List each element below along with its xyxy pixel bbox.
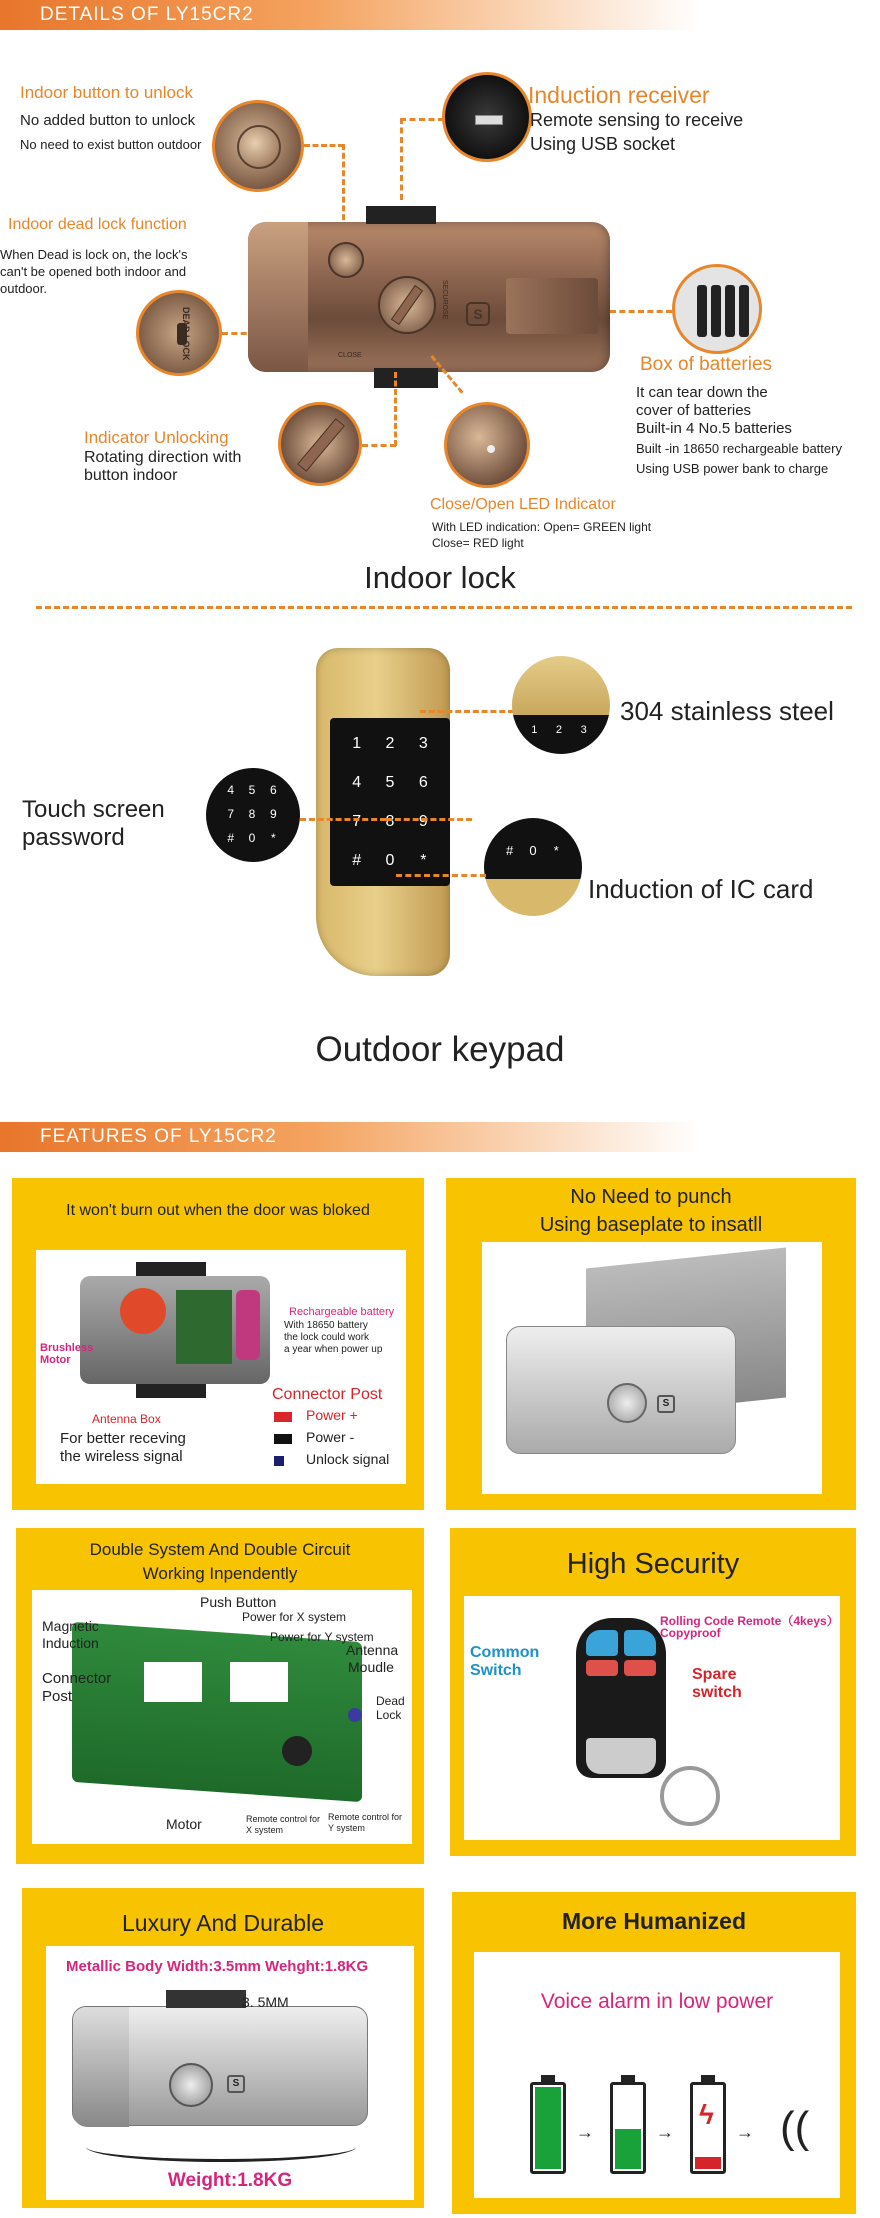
keypad-key-4[interactable]: 4 <box>352 773 362 791</box>
p5-image <box>46 1946 414 2200</box>
details-header: DETAILS OF LY15CR2 <box>0 0 700 30</box>
antenna-box-icon <box>136 1384 206 1398</box>
keypad-key-2[interactable]: 2 <box>385 734 395 752</box>
dead-lock-switch-icon <box>348 1708 362 1722</box>
buzzer-icon <box>282 1736 312 1766</box>
feature-panel-humanized <box>452 1892 856 2214</box>
p2-title-l2: Using baseplate to insatll <box>539 1214 763 1236</box>
indoor-lock-body: S CLOSE SECUROSE <box>248 222 610 372</box>
usb-port-icon <box>475 115 503 125</box>
brand-logo-icon: S <box>466 302 490 326</box>
keypad-key-6[interactable]: 6 <box>418 773 428 791</box>
indicator-line2: button indoor <box>84 467 178 484</box>
silver-lock-body <box>72 2006 368 2126</box>
keypad-key-8[interactable]: 8 <box>385 812 395 830</box>
p4-title: High Security <box>566 1548 740 1580</box>
zoom-key-hash: # <box>227 831 234 845</box>
keypad-key-9[interactable]: 9 <box>418 812 428 830</box>
keypad-key-1[interactable]: 1 <box>352 734 362 752</box>
battery-18650-icon <box>236 1290 260 1360</box>
lock-button-icon <box>328 242 364 278</box>
zoom-key-0: 0 <box>248 831 256 845</box>
batteries-title: Box of batteries <box>640 354 773 375</box>
zoom-key-4: 4 <box>227 783 234 797</box>
indicator-title: Indicator Unlocking <box>84 428 229 447</box>
zoom-key-star: * <box>553 842 559 858</box>
induction-receiver-line1: Remote sensing to receive <box>530 110 744 130</box>
lightning-icon: ϟ <box>699 2099 714 2130</box>
brushless-l1: Brushless <box>40 1342 94 1354</box>
zoom-key-star: * <box>270 831 276 845</box>
battery-half-icon <box>610 2082 646 2174</box>
battery-low-icon <box>690 2082 726 2174</box>
connector-title: Connector Post <box>272 1386 383 1403</box>
outdoor-caption: Outdoor keypad <box>315 1030 565 1069</box>
p1-title: It won't burn out when the door was bloked <box>66 1202 370 1219</box>
keypad-key-0[interactable]: 0 <box>385 851 395 869</box>
arrow-right-icon: → <box>576 2122 594 2142</box>
batteries-line5: Using USB power bank to charge <box>636 461 829 476</box>
keyring-icon <box>660 1766 720 1826</box>
lock-end-cap <box>248 222 308 372</box>
push-button-label: Push Button <box>200 1594 277 1610</box>
circuit-board-icon <box>72 1622 362 1802</box>
p5-dim: 3. 5MM <box>242 1994 289 2010</box>
circuit-board-icon <box>176 1290 232 1364</box>
led-line2: Close= RED light <box>432 536 524 550</box>
p6-voice: Voice alarm in low power <box>540 1990 774 2013</box>
induction-receiver-line2: Using USB socket <box>530 134 676 154</box>
zoom-key-0: 0 <box>529 842 537 858</box>
batteries-line4: Built -in 18650 rechargeable battery <box>636 441 842 456</box>
zoom-key-6: 6 <box>269 783 277 797</box>
round-button-icon <box>237 125 281 169</box>
indoor-button-line1: No added button to unlock <box>20 112 196 129</box>
zoom-key-1: 1 <box>531 724 538 736</box>
knob-icon <box>169 2063 213 2107</box>
indicator-zoom <box>278 402 362 486</box>
batteries-zoom <box>672 264 762 354</box>
zoom-key-3: 3 <box>580 724 587 736</box>
indoor-button-line2: No need to exist button outdoor <box>20 137 202 152</box>
keypad-key-7[interactable]: 7 <box>352 812 362 830</box>
motor-label: Motor <box>166 1816 202 1832</box>
red-key-icon[interactable] <box>624 1660 656 1676</box>
outdoor-keypad-body <box>316 648 450 976</box>
brand-logo-icon: S <box>657 1395 675 1413</box>
p6-title: More Humanized <box>561 1908 747 1934</box>
battery-full-icon <box>530 2082 566 2174</box>
keypad-key-star[interactable]: * <box>420 851 427 869</box>
weight-brace-icon <box>86 2132 356 2162</box>
ic-card-zoom <box>484 818 582 916</box>
indoor-button-title: Indoor button to unlock <box>20 83 193 102</box>
features-header: FEATURES OF LY15CR2 <box>0 1122 700 1152</box>
feature-panel-install <box>446 1178 856 1510</box>
touch-screen-line1: Touch screen <box>22 796 165 823</box>
blue-key-icon[interactable] <box>624 1630 656 1656</box>
p4-image: Common Switch Rolling Code Remote（4keys） Copyproof Spare switch <box>464 1596 840 1840</box>
p2-title-l1: No Need to punch <box>570 1186 732 1208</box>
steel-zoom <box>512 656 610 754</box>
feature-panel-security <box>450 1528 856 1856</box>
ic-card-label: Induction of IC card <box>588 874 814 904</box>
lock-top-bracket <box>366 206 436 224</box>
p5-title: Luxury And Durable <box>121 1910 324 1936</box>
p2-image <box>482 1242 822 1494</box>
batteries-line1: It can tear down the <box>636 384 768 401</box>
dead-lock-line1: When Dead is lock on, the lock's <box>0 247 188 262</box>
dead-lock-title: Indoor dead lock function <box>8 216 187 233</box>
remote-control-icon <box>576 1618 666 1778</box>
zoom-key-8: 8 <box>248 807 256 821</box>
sound-waves-icon: (( <box>780 2103 810 2152</box>
zoom-key-9: 9 <box>269 807 277 821</box>
brushless-l2: Motor <box>40 1354 71 1366</box>
dead-lock-line2: can't be opened both indoor and <box>0 264 187 279</box>
keypad-grid[interactable] <box>340 724 440 880</box>
zoom-key-hash: # <box>506 842 514 858</box>
led-title: Close/Open LED Indicator <box>430 496 616 513</box>
zoom-key-5: 5 <box>248 783 256 797</box>
keypad-zoom <box>206 768 300 862</box>
led-line1: With LED indication: Open= GREEN light <box>432 520 652 534</box>
indoor-lock-caption: Indoor lock <box>364 560 516 595</box>
zoom-key-7: 7 <box>227 807 234 821</box>
black-wire-swatch <box>274 1434 292 1444</box>
knob-icon <box>297 418 345 472</box>
brand-logo-icon: S <box>227 2075 245 2093</box>
red-key-icon[interactable] <box>586 1660 618 1676</box>
zoom-key-2: 2 <box>555 724 563 736</box>
feature-panel-burnout <box>12 1178 424 1510</box>
circuit-lock-body <box>80 1276 270 1384</box>
keypad-panel <box>330 718 450 886</box>
p1-image: Rechargeable battery With 18650 battery the lock could work a year when power up Brushless Motor Antenna Box For better receving the wireless signal Connector Post Power + Power - Unlock signal <box>36 1250 406 1484</box>
knob-icon <box>607 1383 647 1423</box>
feature-panel-circuit: Double System And Double Circuit Working Inpendently Push Button Power for X system Power for Y system Magnetic Induction Connector Post Antenna Moudle Dead Lock Motor Remote control for X system Remote control for Y system <box>16 1528 424 1864</box>
batteries-line3: Built-in 4 No.5 batteries <box>636 420 792 437</box>
arrow-right-icon: → <box>736 2122 754 2142</box>
steel-label: 304 stainless steel <box>620 696 834 726</box>
p6-image <box>474 1952 840 2198</box>
p5-weight: Weight:1.8KG <box>167 2170 293 2191</box>
arrow-right-icon: → <box>656 2122 674 2142</box>
feature-panel-durable <box>22 1888 424 2208</box>
touch-screen-line2: password <box>22 824 125 851</box>
batteries-line2: cover of batteries <box>636 402 752 419</box>
silver-lock-body <box>506 1326 736 1454</box>
blue-key-icon[interactable] <box>586 1630 618 1656</box>
induction-receiver-title: Induction receiver <box>528 82 710 108</box>
led-zoom <box>444 402 530 488</box>
red-wire-swatch <box>274 1412 292 1422</box>
indoor-button-zoom <box>212 100 304 192</box>
battery-title: Rechargeable battery <box>289 1306 395 1318</box>
lock-bottom-bracket <box>374 368 438 388</box>
lock-knob-icon <box>378 276 436 334</box>
usb-receiver-zoom <box>442 72 532 162</box>
keypad-key-5[interactable]: 5 <box>385 773 395 791</box>
battery-cover <box>506 278 598 334</box>
indicator-line1: Rotating direction with <box>84 449 242 466</box>
keypad-key-hash[interactable]: # <box>352 851 362 869</box>
p3-image: Push Button Power for X system Power for Y system Magnetic Induction Connector Post Antenna Moudle Dead Lock Motor Remote control for X system Remote control for Y system <box>32 1590 412 1844</box>
p5-specs: Metallic Body Width:3.5mm Wehght:1.8KG <box>66 1958 369 1975</box>
dead-lock-zoom: DEAD LOCK <box>136 290 222 376</box>
signal-wire-swatch <box>274 1456 284 1466</box>
dead-lock-line3: outdoor. <box>0 281 47 296</box>
motor-icon <box>120 1288 166 1334</box>
keypad-key-3[interactable]: 3 <box>418 734 428 752</box>
antenna-title: Antenna Box <box>92 1412 161 1426</box>
led-icon <box>487 445 495 453</box>
